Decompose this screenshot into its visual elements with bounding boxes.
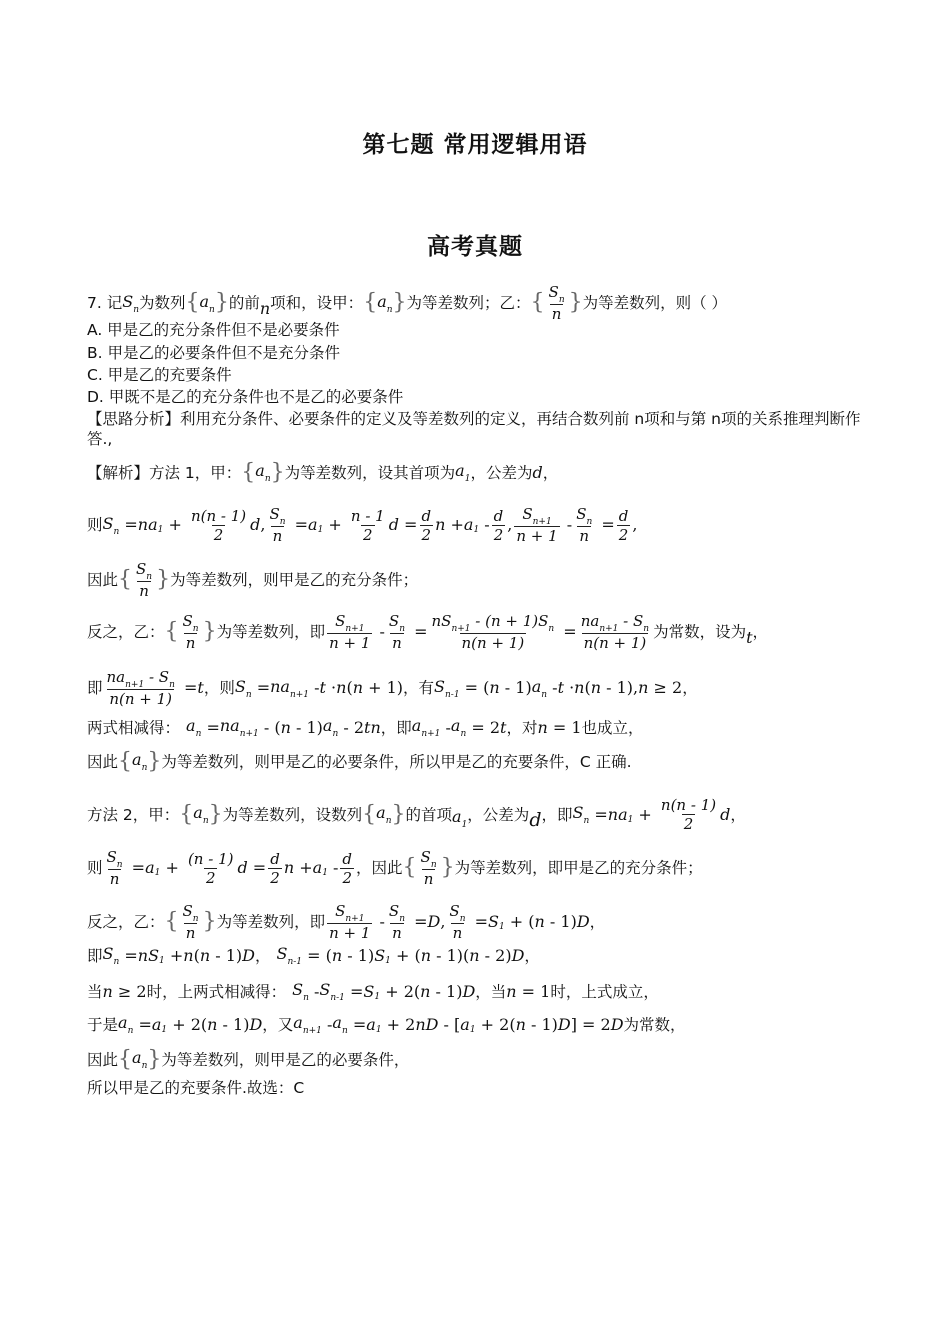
method2-intro: 方法 2，甲： { $a_n$ } 为等差数列，设数列 { $a_n$ } 的首项 $a_1$ ，公差为 d ，即 $S_n$ = na 1 + $\frac{n(n - 1)}{2}$ d ， <box>87 796 746 833</box>
method2-when: 当 n ≥ 2 时，上两式相减得： $S_n$ - $S_{n-1}$ = S 1 + 2( n - 1) D ，当 n = 1 时，上式成立， <box>87 980 659 1003</box>
page-title: 第七题 常用逻辑用语 <box>362 131 588 158</box>
method2-so: 于是 $a_n$ = a 1 + 2( n - 1) D ，又 $a_{n+1}$ - $a_n$ = a 1 + 2 nD - [ a 1 + 2( n - 1) D ] = 2 D 为常数， <box>87 1013 686 1036</box>
method2-then: 则 $\frac{S_n}{n}$ = a 1 + $\frac{(n - 1)}{2}$ d = $\frac{d}{2}$ n + a 1 - $\frac{d}{2}$ ，因此 { $\frac{S_n}{n}$ } 为等差数列，即甲是乙的充分条件； <box>87 848 703 888</box>
question-stem: 7. 记 $S_n$ 为数列 { $a_n$ } 的前 n 项和，设甲： { $a_n$ } 为等差数列；乙： { $\frac{S_n}{n}$ } 为等差数列，则（ ） <box>87 283 728 323</box>
final-answer: 所以甲是乙的充要条件.故选：C <box>87 1079 305 1097</box>
method1-formula: 则 $S_n$ = na 1 + $\frac{n(n - 1)}{2}$ d , $\frac{S_n}{n}$ = a 1 + $\frac{n - 1}{2}$ d = $\frac{d}{2}$ n + a 1 - $\frac{d}{2}$ , $\frac{S_{n+1}}{n + 1}$ - $\frac{S_n}{n}$ = $\frac{d}{2}$ , <box>87 505 638 545</box>
converse-derivation: 即 $\frac{na_{n+1} - S_n}{n(n + 1)}$ = t ，则 $S_n$ = $na_{n+1}$ - t · n ( n + 1) ，有 $S_{n-1}$ = ( n - 1) $a_n$ - t · n ( n - 1), n ≥ 2 ， <box>87 668 698 708</box>
method2-converse: 反之，乙： { $\frac{S_n}{n}$ } 为等差数列，即 $\frac{S_{n+1}}{n + 1}$ - $\frac{S_n}{n}$ = D , $\frac{S_n}{n}$ = S 1 + ( n - 1) D ， <box>87 902 606 942</box>
section-title: 高考真题 <box>427 233 523 260</box>
option-b: B. 甲是乙的必要条件但不是充分条件 <box>87 344 340 362</box>
method2-final: 因此 { $a_n$ } 为等差数列，则甲是乙的必要条件， <box>87 1046 410 1072</box>
converse-line: 反之，乙： { $\frac{S_n}{n}$ } 为等差数列，即 $\frac{S_{n+1}}{n + 1}$ - $\frac{S_n}{n}$ = $\frac{nS_{n+1} - (n + 1)S_n}{n(n + 1)}$ = $\frac{na_{n+1} - S_n}{n(n + 1)}$ 为常数，设为 t ， <box>87 612 769 652</box>
subtract-line: 两式相减得： $a_n$ = $na_{n+1}$ - ( n - 1) $a_n$ - 2 tn ，即 $a_{n+1}$ - $a_n$ = 2 t ，对 n = 1 也成立， <box>87 716 644 739</box>
method1-final: 因此 { $a_n$ } 为等差数列，则甲是乙的必要条件，所以甲是乙的充要条件，C 正确. <box>87 748 632 774</box>
option-d: D. 甲既不是乙的充分条件也不是乙的必要条件 <box>87 388 404 406</box>
method2-sum: 即 $S_n$ = nS 1 + n ( n - 1) D ， $S_{n-1}$ = ( n - 1) S 1 + ( n - 1)( n - 2) D ， <box>87 944 540 967</box>
option-a: A. 甲是乙的充分条件但不是必要条件 <box>87 321 340 339</box>
method1-conclusion: 因此 { $\frac{S_n}{n}$ } 为等差数列，则甲是乙的充分条件； <box>87 560 419 600</box>
thinking-analysis: 【思路分析】利用充分条件、必要条件的定义及等差数列的定义，再结合数列前 n项和与第 n项的关系推理判断作答., <box>87 410 861 448</box>
option-c: C. 甲是乙的充要条件 <box>87 366 232 384</box>
method1-intro: 【解析】方法 1，甲： { $a_n$ } 为等差数列，设其首项为 $a_1$ ，公差为 d ， <box>87 459 559 485</box>
